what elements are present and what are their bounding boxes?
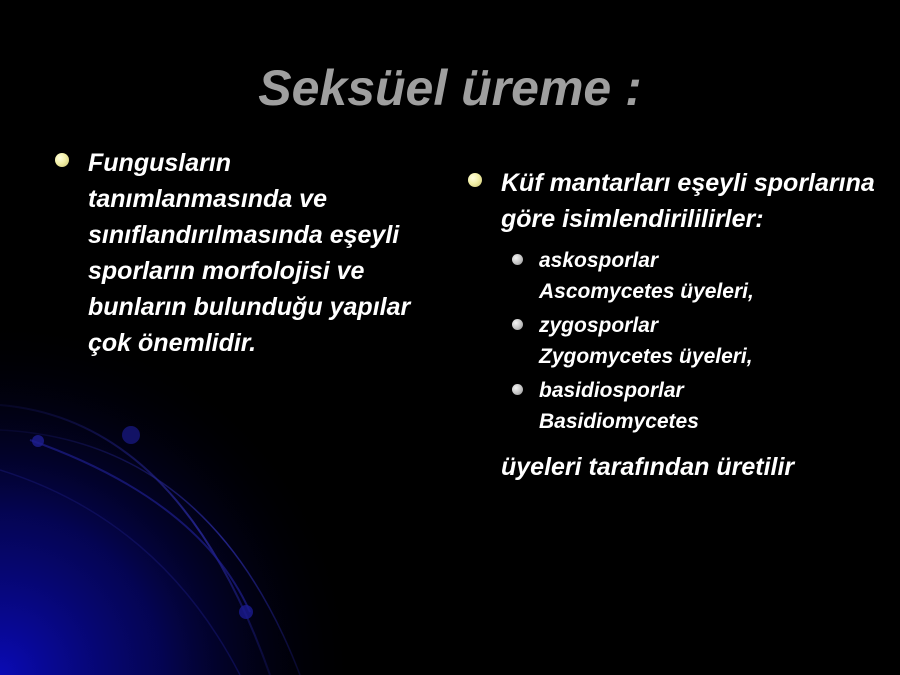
sub-item-line1: basidiosporlar <box>539 379 684 402</box>
round-sub-bullet-icon <box>512 254 523 265</box>
glow-dot-1 <box>32 435 44 447</box>
left-bullet-text: Fungusların tanımlanmasında ve sınıflandırılmasında eşeyli sporların morfolojisi ve bunların bulunduğu yapılar çok önemlidir. <box>88 149 411 357</box>
sub-item-line1: zygosporlar <box>539 314 659 337</box>
right-column <box>465 165 885 485</box>
right-bullet-text: Küf mantarları eşeyli sporlarına göre isimlendirililirler: <box>501 169 875 233</box>
glow-dot-2 <box>122 426 140 444</box>
slide-title: Seksüel üreme : <box>258 60 642 116</box>
round-sub-bullet-icon <box>512 319 523 330</box>
round-bullet-icon <box>55 153 69 167</box>
left-bullet-item <box>52 145 432 361</box>
spore-sub-list <box>465 245 885 437</box>
sub-list-item <box>501 375 885 437</box>
sub-item-line2: Zygomycetes üyeleri, <box>539 345 753 368</box>
sub-item-line2: Ascomycetes üyeleri, <box>539 280 754 303</box>
sub-list-item <box>501 310 885 372</box>
round-sub-bullet-icon <box>512 384 523 395</box>
sub-item-line1: askosporlar <box>539 249 659 272</box>
trailing-text: üyeleri tarafından üretilir <box>501 453 795 481</box>
round-bullet-icon <box>468 173 482 187</box>
glow-dot-3 <box>239 605 253 619</box>
sub-item-line2: Basidiomycetes <box>539 410 699 433</box>
sub-list-item <box>501 245 885 307</box>
left-column <box>52 145 432 361</box>
right-bullet-item <box>465 165 885 237</box>
